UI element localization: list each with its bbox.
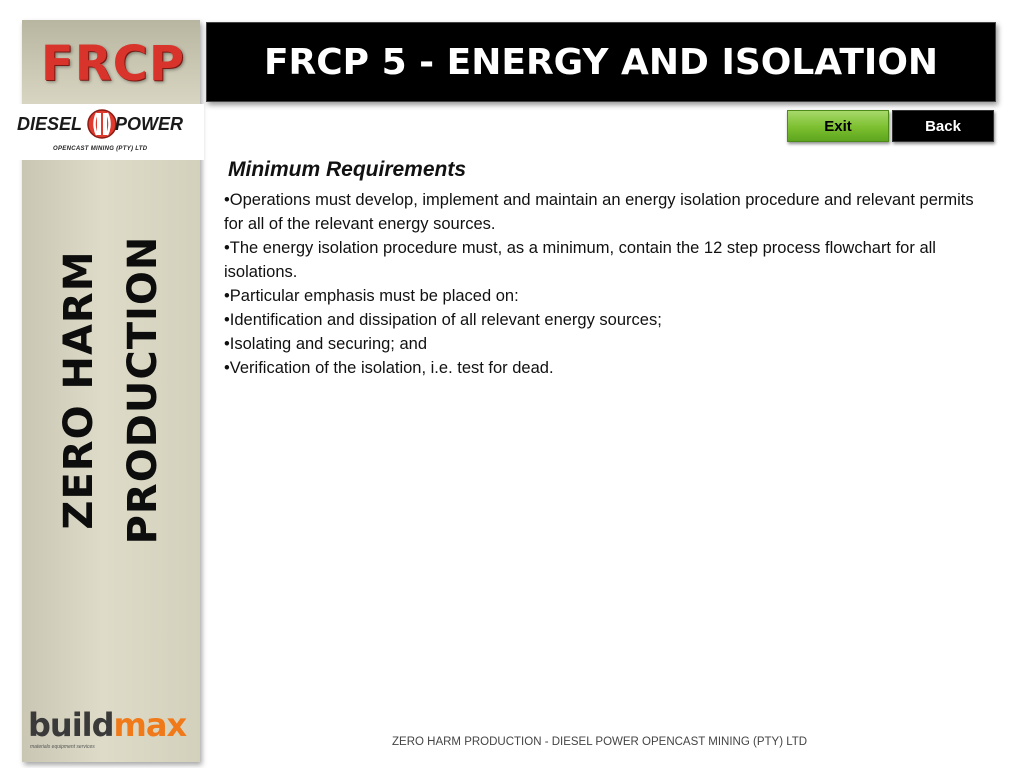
page-title: FRCP 5 - ENERGY AND ISOLATION — [263, 42, 939, 83]
frcp-logo: FRCP — [40, 36, 186, 92]
diesel-power-logo — [17, 106, 203, 156]
section-heading: Minimum Requirements — [228, 158, 467, 181]
zero-harm-production-banner — [47, 236, 175, 545]
list-item: •The energy isolation procedure must, as a minimum, contain the 12 step process flowchart for all isolations. — [224, 239, 936, 281]
list-item: •Isolating and securing; and — [224, 335, 427, 353]
title-bar — [206, 22, 996, 102]
banner-line-2: PRODUCTION — [120, 235, 166, 545]
buildmax-max-text: max — [113, 706, 187, 744]
list-item: •Verification of the isolation, i.e. test for dead. — [224, 359, 554, 377]
list-item: •Identification and dissipation of all relevant energy sources; — [224, 311, 662, 329]
main-content — [224, 156, 984, 380]
logo-subtitle: OPENCAST MINING (PTY) LTD — [53, 146, 148, 152]
requirements-list — [224, 188, 984, 380]
logo-power-text: POWER — [115, 114, 184, 134]
footer-text: ZERO HARM PRODUCTION - DIESEL POWER OPENCAST MINING (PTY) LTD — [392, 736, 808, 748]
buildmax-subtitle: materials equipment services — [30, 744, 95, 750]
back-button[interactable]: Back — [892, 110, 994, 142]
list-item: •Particular emphasis must be placed on: — [224, 287, 519, 305]
banner-line-1: ZERO HARM — [56, 250, 102, 530]
diesel-power-mark-icon — [87, 106, 117, 142]
buildmax-logo — [28, 706, 187, 756]
logo-diesel-text: DIESEL — [17, 114, 83, 134]
buildmax-build-text: build — [28, 706, 114, 744]
list-item: •Operations must develop, implement and maintain an energy isolation procedure and relevant permits for all of the relevant energy sources. — [224, 191, 974, 233]
exit-button[interactable]: Exit — [787, 110, 889, 142]
